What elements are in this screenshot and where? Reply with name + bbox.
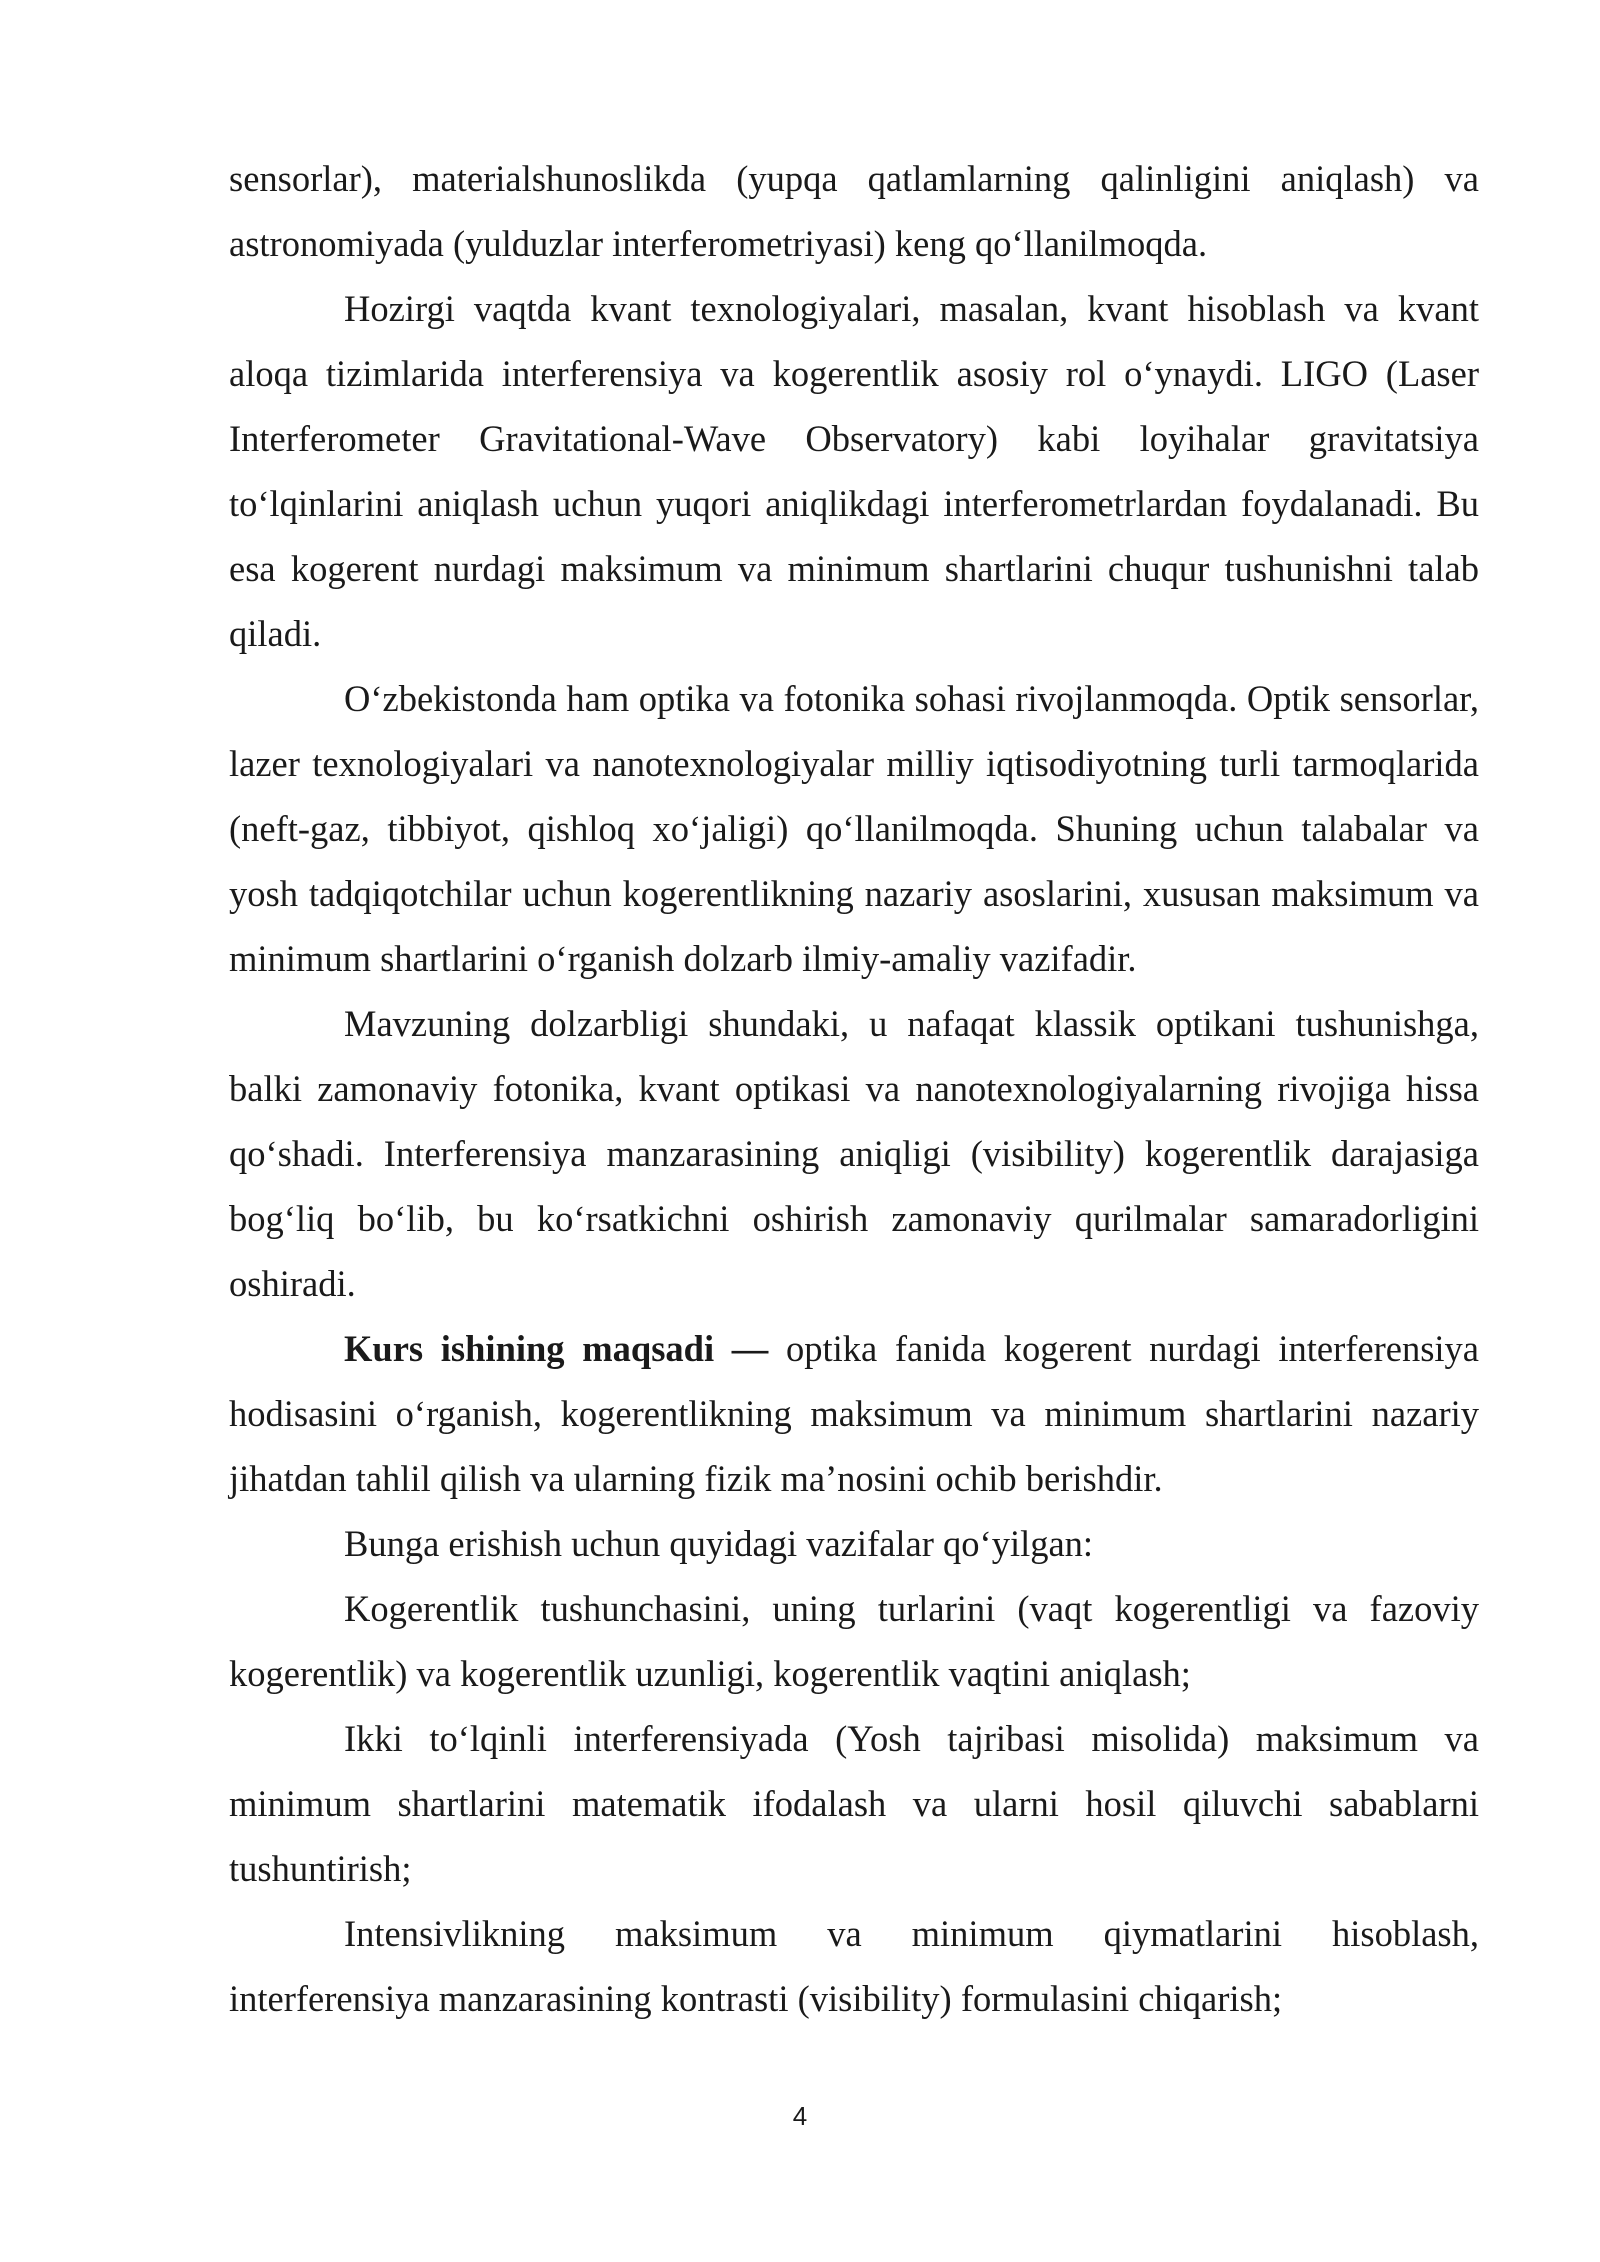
task-item-2: Ikki to‘lqinli interferensiyada (Yosh tajribasi misolida) maksimum va minimum shartlarini matematik ifodalash va ularni hosil qiluvchi sabablarni tushuntirish;: [229, 1718, 1479, 1889]
task-item-3: Intensivlikning maksimum va minimum qiymatlarini hisoblash, interferensiya manzarasining kontrasti (visibility) formulasini chiqarish;: [229, 1913, 1479, 2019]
goal-text: optika fanida kogerent nurdagi interferensiya hodisasini o‘rganish, kogerentlikning maksimum va minimum shartlarini nazariy jihatdan tahlil qilish va ularning fizik ma’nosini ochib berishdir.: [229, 1328, 1479, 1499]
goal-heading: Kurs ishining maqsadi —: [344, 1328, 769, 1369]
page-number: 4: [792, 2101, 808, 2131]
paragraph-3: O‘zbekistonda ham optika va fotonika sohasi rivojlanmoqda. Optik sensorlar, lazer texnologiyalari va nanotexnologiyalar milliy iqtisodiyotning turli tarmoqlarida (neft-gaz, tibbiyot, qishloq xo‘jaligi) qo‘llanilmoqda. Shuning uchun talabalar va yosh tadqiqotchilar uchun kogerentlikning nazariy asoslarini, xususan maksimum va minimum shartlarini o‘rganish dolzarb ilmiy-amaliy vazifadir.: [229, 678, 1479, 979]
page-body: [229, 146, 1479, 2031]
paragraph-tasks-intro: Bunga erishish uchun quyidagi vazifalar qo‘yilgan:: [344, 1523, 1094, 1564]
task-item-1: Kogerentlik tushunchasini, uning turlarini (vaqt kogerentligi va fazoviy kogerentlik) va kogerentlik uzunligi, kogerentlik vaqtini aniqlash;: [229, 1588, 1479, 1694]
paragraph-goal: [229, 1316, 1479, 1511]
paragraph-1: sensorlar), materialshunoslikda (yupqa qatlamlarning qalinligini aniqlash) va astronomiyada (yulduzlar interferometriyasi) keng qo‘llanilmoqda.: [229, 158, 1479, 264]
paragraph-4: Mavzuning dolzarbligi shundaki, u nafaqat klassik optikani tushunishga, balki zamonaviy fotonika, kvant optikasi va nanotexnologiyalarning rivojiga hissa qo‘shadi. Interferensiya manzarasining aniqligi (visibility) kogerentlik darajasiga bog‘liq bo‘lib, bu ko‘rsatkichni oshirish zamonaviy qurilmalar samaradorligini oshiradi.: [229, 1003, 1479, 1304]
paragraph-2: Hozirgi vaqtda kvant texnologiyalari, masalan, kvant hisoblash va kvant aloqa tizimlarida interferensiya va kogerentlik asosiy rol o‘ynaydi. LIGO (Laser Interferometer Gravitational-Wave Observatory) kabi loyihalar gravitatsiya to‘lqinlarini aniqlash uchun yuqori aniqlikdagi interferometrlardan foydalanadi. Bu esa kogerent nurdagi maksimum va minimum shartlarini chuqur tushunishni talab qiladi.: [229, 288, 1479, 654]
